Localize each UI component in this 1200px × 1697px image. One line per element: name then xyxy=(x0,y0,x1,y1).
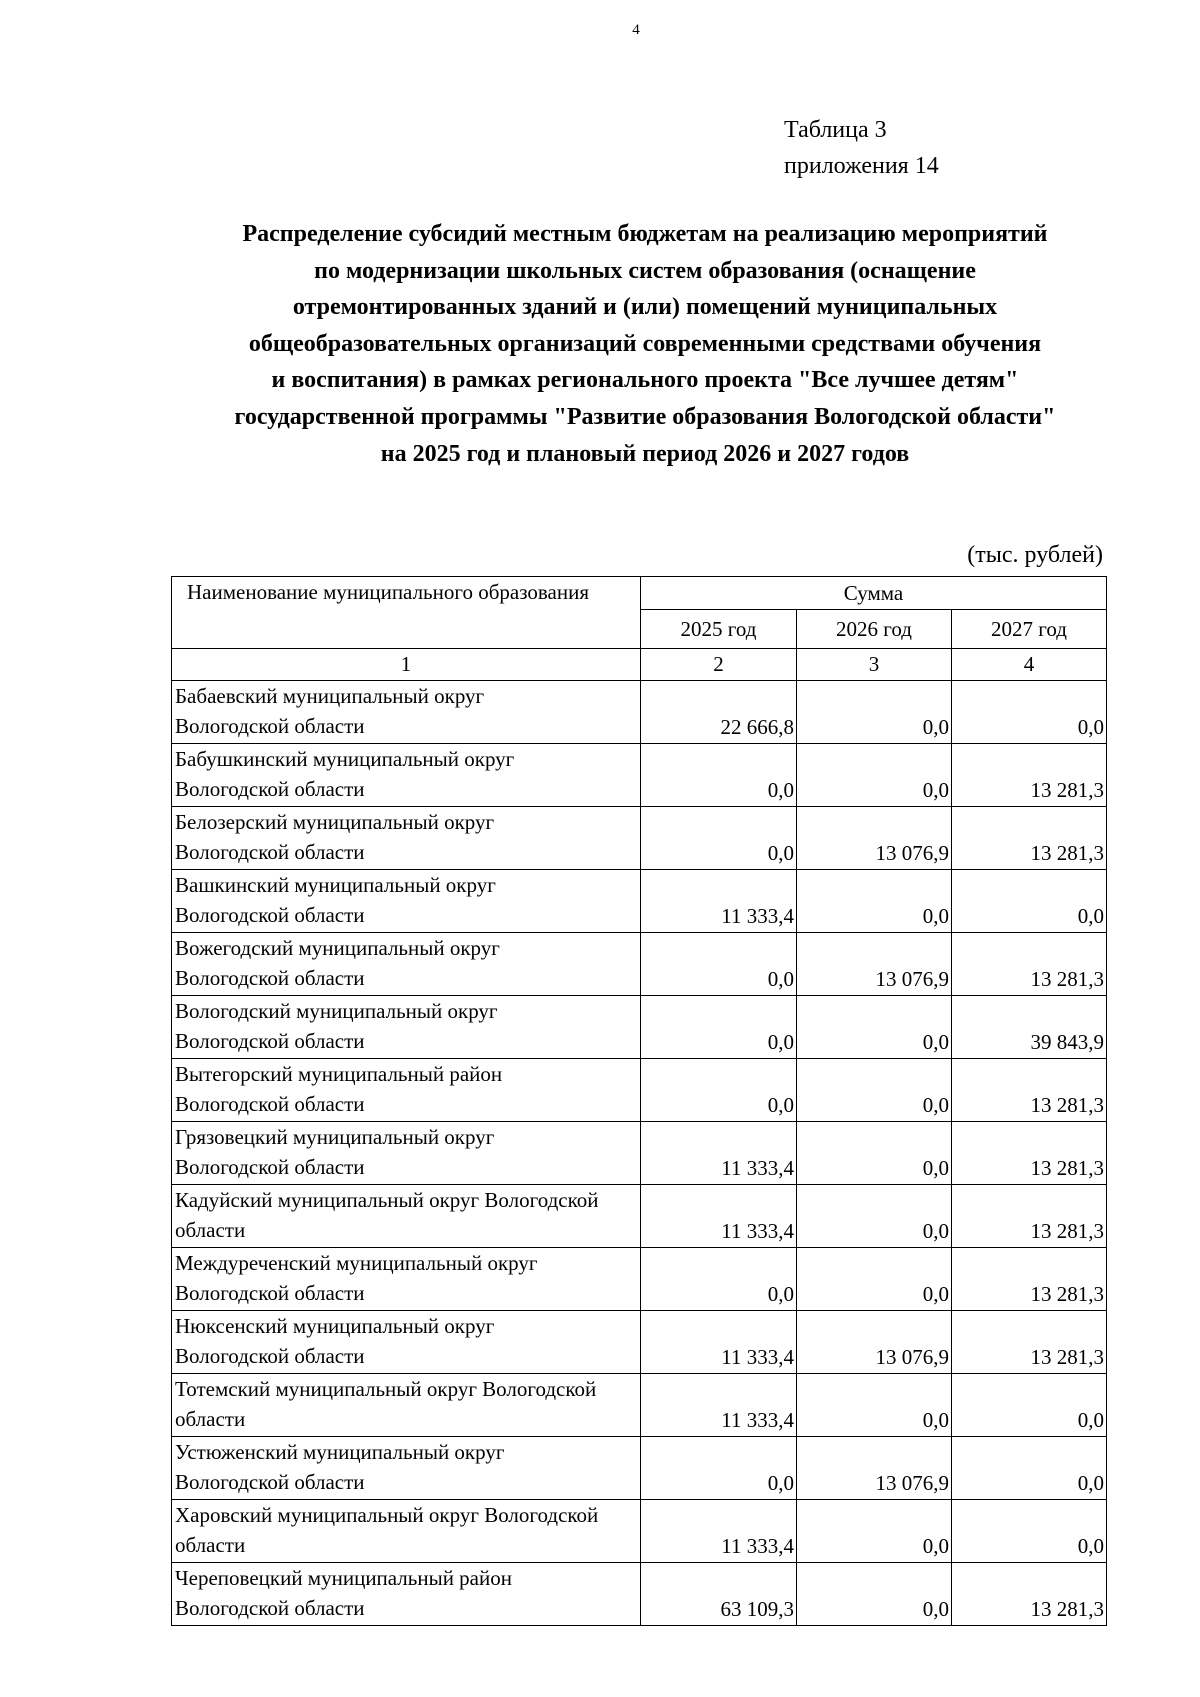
amount-2027: 0,0 xyxy=(952,1374,1107,1437)
title-line: на 2025 год и плановый период 2026 и 2027 годов xyxy=(380,440,910,467)
municipality-name-line: Вологодской области xyxy=(175,1280,365,1305)
amount-2026: 13 076,9 xyxy=(797,1311,952,1374)
municipality-name-cell xyxy=(172,744,641,807)
amount-2025: 11 333,4 xyxy=(641,1374,797,1437)
col-number-4: 4 xyxy=(952,649,1107,681)
municipality-name-line: Вологодской области xyxy=(175,902,365,927)
municipality-name-line: Вологодской области xyxy=(175,1154,365,1179)
col-number-3: 3 xyxy=(797,649,952,681)
amount-2025: 0,0 xyxy=(641,933,797,996)
amount-2026: 0,0 xyxy=(797,1185,952,1248)
table-row xyxy=(172,744,1107,807)
amount-2026: 13 076,9 xyxy=(797,1437,952,1500)
amount-2025: 0,0 xyxy=(641,807,797,870)
amount-2025: 0,0 xyxy=(641,1059,797,1122)
table-row xyxy=(172,933,1107,996)
municipality-name-line: Вологодской области xyxy=(175,1028,365,1053)
amount-2027: 0,0 xyxy=(952,1437,1107,1500)
table-row xyxy=(172,1374,1107,1437)
amount-2026: 0,0 xyxy=(797,744,952,807)
municipality-name-cell xyxy=(172,807,641,870)
amount-2027: 13 281,3 xyxy=(952,1563,1107,1626)
table-row xyxy=(172,1500,1107,1563)
municipality-name-cell xyxy=(172,1185,641,1248)
amount-2026: 0,0 xyxy=(797,1248,952,1311)
amount-2027: 13 281,3 xyxy=(952,1185,1107,1248)
municipality-name-cell xyxy=(172,1248,641,1311)
title-line: по модернизации школьных систем образования (оснащение xyxy=(314,257,976,284)
amount-2026: 0,0 xyxy=(797,870,952,933)
header-year-2027: 2027 год xyxy=(952,610,1107,649)
amount-2027: 13 281,3 xyxy=(952,1248,1107,1311)
municipality-name-cell xyxy=(172,1311,641,1374)
amount-2027: 13 281,3 xyxy=(952,1311,1107,1374)
municipality-name-line: Кадуйский муниципальный округ Вологодской xyxy=(175,1188,599,1212)
table-caption xyxy=(784,112,939,184)
amount-2026: 0,0 xyxy=(797,1374,952,1437)
amount-2027: 0,0 xyxy=(952,681,1107,744)
amount-2026: 0,0 xyxy=(797,1563,952,1626)
amount-2027: 13 281,3 xyxy=(952,1122,1107,1185)
col-number-2: 2 xyxy=(641,649,797,681)
municipality-name-line: Вологодской области xyxy=(175,713,365,738)
municipality-name-cell xyxy=(172,933,641,996)
header-name: Наименование муниципального образования xyxy=(172,577,641,649)
municipality-name-line: области xyxy=(175,1217,246,1242)
amount-2025: 22 666,8 xyxy=(641,681,797,744)
caption-appendix: приложения 14 xyxy=(784,153,939,179)
table-row xyxy=(172,807,1107,870)
amount-2027: 0,0 xyxy=(952,1500,1107,1563)
amount-2026: 13 076,9 xyxy=(797,807,952,870)
municipality-name-line: Вологодской области xyxy=(175,1469,365,1494)
municipality-name-line: Вологодской области xyxy=(175,965,365,990)
amount-2025: 11 333,4 xyxy=(641,1500,797,1563)
subsidy-table xyxy=(171,576,1107,1626)
table-row xyxy=(172,1059,1107,1122)
municipality-name-cell xyxy=(172,1122,641,1185)
municipality-name-line: Грязовецкий муниципальный округ xyxy=(175,1125,495,1149)
amount-2027: 13 281,3 xyxy=(952,807,1107,870)
table-row xyxy=(172,681,1107,744)
municipality-name-line: Междуреченский муниципальный округ xyxy=(175,1251,538,1275)
municipality-name-cell xyxy=(172,1563,641,1626)
title-line: и воспитания) в рамках регионального проекта "Все лучшее детям" xyxy=(271,367,1019,394)
amount-2026: 0,0 xyxy=(797,1059,952,1122)
municipality-name-cell xyxy=(172,996,641,1059)
units-label: (тыс. рублей) xyxy=(967,542,1103,568)
amount-2026: 13 076,9 xyxy=(797,933,952,996)
table-row xyxy=(172,1437,1107,1500)
page-number: 4 xyxy=(632,22,640,38)
amount-2027: 13 281,3 xyxy=(952,933,1107,996)
table-row xyxy=(172,1248,1107,1311)
table-row xyxy=(172,1563,1107,1626)
amount-2027: 39 843,9 xyxy=(952,996,1107,1059)
title-line: государственной программы "Развитие образования Вологодской области" xyxy=(234,403,1056,430)
amount-2025: 0,0 xyxy=(641,1437,797,1500)
table-row xyxy=(172,1311,1107,1374)
amount-2025: 0,0 xyxy=(641,744,797,807)
title-line: отремонтированных зданий и (или) помещений муниципальных xyxy=(292,294,998,321)
amount-2025: 11 333,4 xyxy=(641,1185,797,1248)
table-row xyxy=(172,870,1107,933)
municipality-name-line: Бабушкинский муниципальный округ xyxy=(175,747,515,771)
amount-2026: 0,0 xyxy=(797,996,952,1059)
amount-2026: 0,0 xyxy=(797,681,952,744)
municipality-name-line: Устюженский муниципальный округ xyxy=(175,1440,505,1464)
table-row xyxy=(172,1122,1107,1185)
municipality-name-line: области xyxy=(175,1406,246,1431)
municipality-name-line: Вологодской области xyxy=(175,1091,365,1116)
municipality-name-cell xyxy=(172,1059,641,1122)
amount-2025: 0,0 xyxy=(641,1248,797,1311)
header-year-2026: 2026 год xyxy=(797,610,952,649)
municipality-name-line: Харовский муниципальный округ Вологодской xyxy=(175,1503,599,1527)
amount-2026: 0,0 xyxy=(797,1500,952,1563)
municipality-name-line: Тотемский муниципальный округ Вологодской xyxy=(175,1377,597,1401)
municipality-name-cell xyxy=(172,1374,641,1437)
header-row xyxy=(172,577,1107,610)
municipality-name-line: Вожегодский муниципальный округ xyxy=(175,936,500,960)
table-row xyxy=(172,1185,1107,1248)
amount-2025: 11 333,4 xyxy=(641,1311,797,1374)
amount-2027: 0,0 xyxy=(952,870,1107,933)
document-title xyxy=(150,216,1140,472)
municipality-name-line: Белозерский муниципальный округ xyxy=(175,810,495,834)
amount-2027: 13 281,3 xyxy=(952,744,1107,807)
amount-2025: 11 333,4 xyxy=(641,870,797,933)
caption-table-number: Таблица 3 xyxy=(784,117,887,143)
col-number-1: 1 xyxy=(172,649,641,681)
column-number-row xyxy=(172,649,1107,681)
title-line: общеобразовательных организаций современными средствами обучения xyxy=(248,330,1042,357)
header-year-2025: 2025 год xyxy=(641,610,797,649)
municipality-name-cell xyxy=(172,1437,641,1500)
municipality-name-line: Вашкинский муниципальный округ xyxy=(175,873,496,897)
municipality-name-line: Вологодский муниципальный округ xyxy=(175,999,498,1023)
municipality-name-line: Череповецкий муниципальный район xyxy=(175,1566,512,1590)
municipality-name-line: области xyxy=(175,1532,246,1557)
municipality-name-line: Вологодской области xyxy=(175,776,365,801)
municipality-name-line: Нюксенский муниципальный округ xyxy=(175,1314,495,1338)
amount-2027: 13 281,3 xyxy=(952,1059,1107,1122)
amount-2026: 0,0 xyxy=(797,1122,952,1185)
table-row xyxy=(172,996,1107,1059)
municipality-name-line: Вологодской области xyxy=(175,1343,365,1368)
header-sum: Сумма xyxy=(641,577,1107,610)
municipality-name-cell xyxy=(172,681,641,744)
amount-2025: 11 333,4 xyxy=(641,1122,797,1185)
amount-2025: 63 109,3 xyxy=(641,1563,797,1626)
municipality-name-line: Вытегорский муниципальный район xyxy=(175,1062,503,1086)
municipality-name-line: Вологодской области xyxy=(175,1595,365,1620)
municipality-name-cell xyxy=(172,1500,641,1563)
municipality-name-cell xyxy=(172,870,641,933)
amount-2025: 0,0 xyxy=(641,996,797,1059)
municipality-name-line: Вологодской области xyxy=(175,839,365,864)
title-line: Распределение субсидий местным бюджетам на реализацию мероприятий xyxy=(242,221,1048,247)
municipality-name-line: Бабаевский муниципальный округ xyxy=(175,684,485,708)
